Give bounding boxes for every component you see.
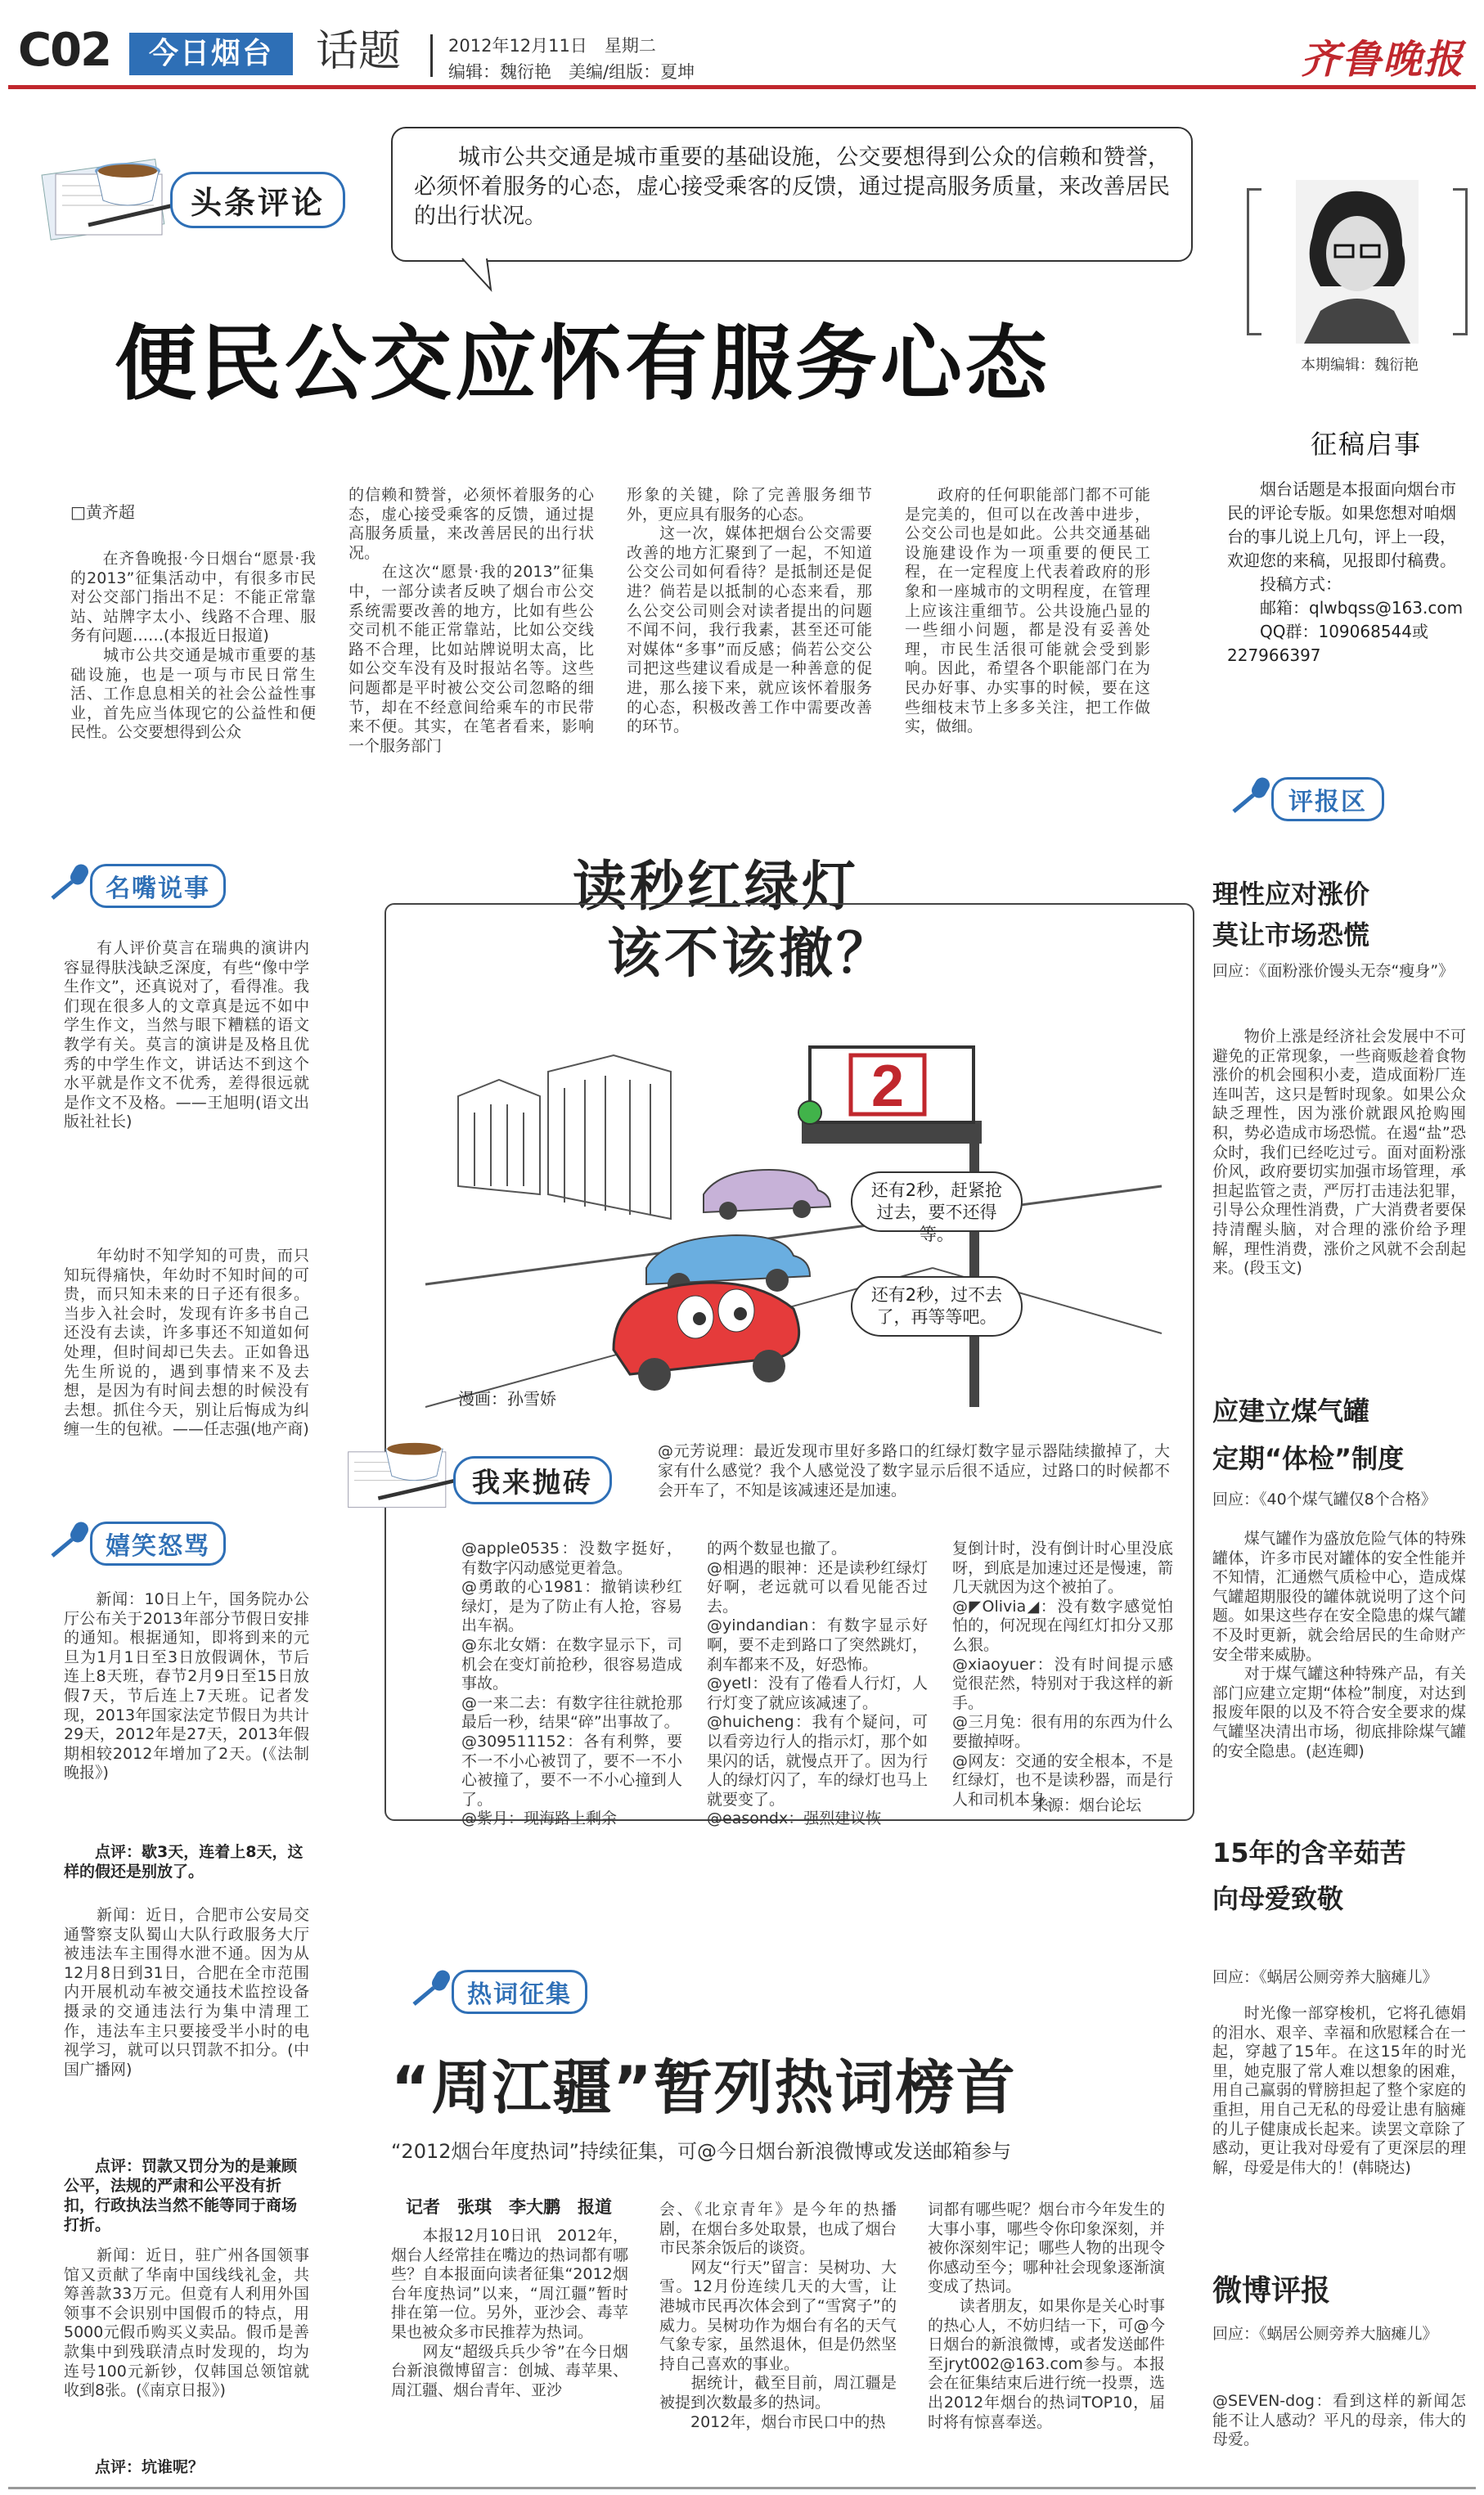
hotword-deck: “2012烟台年度热词”持续征集，可@今日烟台新浪微博或发送邮箱参与 — [391, 2140, 1011, 2163]
pingbao-a3-body: 时光像一部穿梭机，它将孔德娟的泪水、艰辛、幸福和欣慰糅合在一起，穿越了15年。在这15年的时光里，她克服了常人难以想象的困难，用自己赢弱的臂膀担起了整个家庭的重担，用自己无私的母爱让患有脑瘫的儿子健康成长起来。读罢文章除了感动，更让我对母爱有了更深层的理解，母爱是伟大的！(韩晓达) — [1212, 2004, 1466, 2177]
paozhuan-badge — [331, 1423, 658, 1513]
traffic-light-cartoon — [425, 1023, 1162, 1415]
pingbao-a2-ref: 回应：《40个煤气罐仅8个合格》 — [1212, 1490, 1437, 1508]
weibo-body: @SEVEN-dog：看到这样的新闻怎能不让人感动？平凡的母亲，伟大的母爱。 — [1212, 2392, 1466, 2449]
bubble-2-text: 还有2秒，过不去了，再等等吧。 — [870, 1285, 1003, 1327]
lead-headline: 便民公交应怀有服务心态 — [115, 316, 1050, 411]
page-number: C02 — [18, 24, 111, 77]
microphone-icon — [47, 861, 97, 901]
xixiao-news-3: 新闻：近日，驻广州各国领事馆又贡献了华南中国线线礼金，共筹善款33万元。但竟有人利用外国领事不会识别中国假币的特点，用5000元假币购买义卖品。假币是善款集中到残联清点时发现的，均为连号100元新钞，仅韩国总领馆就收到8张。(《南京日报》) — [64, 2246, 309, 2400]
xixiao-comment-2: 点评：罚款又罚分为的是兼顾公平，法规的严肃和公平没有折扣，行政执法当然不能等同于商场打折。 — [64, 2157, 298, 2234]
editor-label: 本期编辑：魏衍艳 — [1301, 357, 1419, 374]
topic-label: 话题 — [316, 27, 402, 76]
comments-col-3: 复倒计时，没有倒计时心里没底呀，到底是加速过还是慢速，箭几天就因为这个被拍了。 @◤Olivia◢：没有数字感觉怕怕的，何况现在闯红灯扣分又那么狠。 @xiaoyuer：没有时间提示感觉很茫然，特别对于我这样的新手。 @三月兔：很有用的东西为什么要撤掉呀。 @网友：交通的安全根本，不是红绿灯，也不是读秒器，而是行人和司机本身。 — [952, 1540, 1173, 1809]
hotword-label: 热词征集 — [452, 1970, 587, 2014]
lead-col-3: 形象的关键，除了完善服务细节外，更应具有服务的心态。 这一次，媒体把烟台公交需要改善的地方汇聚到了一起，不知道公交公司如何看待？是抵制还是促进？倘若是以抵制的心态来看，那么公交公司则会对读者提出的问题不闻不问，我行我素，甚至还可能对媒体“多事”而反感；倘若公交公司把这些建议看成是一种善意的促进，那么接下来，就应该怀着服务的心态，积极改善工作中需要改善的环节。 — [627, 486, 872, 736]
cartoon-caption: 漫画：孙雪娇 — [458, 1389, 556, 1409]
paozhuan-label: 我来抛砖 — [453, 1456, 612, 1504]
pingbao-a1-body: 物价上涨是经济社会发展中不可避免的正常现象，一些商贩趁着食物涨价的机会囤积小麦，造成面粉厂连连叫苦，这只是暂时现象。如果公众缺乏理性，因为涨价就跟风抢购囤积，势必造成市场恐慌。在遏“盐”恐众时，我们已经吃过亏。面对面粉涨价风，政府要切实加强市场管理，承担起监管之责，严厉打击违法犯罪，引导公众理性消费，广大消费者要保持清醒头脑，对合理的涨价给予理解，理性消费，涨价之风就不会刮起来。(段玉文) — [1212, 1027, 1466, 1278]
divider — [430, 34, 433, 77]
masthead — [0, 0, 1484, 90]
lead-col-4: 政府的任何职能部门都不可能是完美的，但可以在改善中进步，公交公司也是如此。公共交通基础设施建设作为一项重要的便民工程，在一定程度上代表着政府的形象和一座城市的文明程度，在管理上应该注重细节。公共设施凸显的一些细小问题，都是没有妥善处理，市民生活很可能就会受到影响。因此，希望各个职能部门在为民办好事、办实事的时候，要在这些细枝末节上多多关注，把工作做实，做细。 — [905, 486, 1150, 736]
feature-title-1: 读秒红绿灯 — [573, 855, 859, 918]
xixiao-news-2: 新闻：近日，合肥市公安局交通警察支队蜀山大队行政服务大厅被违法车主围得水泄不通。因为从12月8日到31日，合肥在全市范围内开展机动车被交通技术监控设备摄录的交通违法行为集中清理工作，违法车主只要接受半小时的电视学习，就可以只罚款不扣分。(中国广播网) — [64, 1906, 309, 2079]
editor-portrait — [1296, 180, 1419, 344]
headline-review-badge — [39, 143, 350, 241]
pingbao-a3-ref: 回应：《蜗居公厕旁养大脑瘫儿》 — [1212, 1968, 1438, 1986]
feature-intro: @元芳说理：最近发现市里好多路口的红绿灯数字显示器陆续撤掉了，大家有什么感觉？我个人感觉没了数字显示后很不适应，过路口的时候都不会开车了，不知是该减速还是加速。 — [658, 1442, 1170, 1499]
badge-label: 头条评论 — [170, 172, 345, 228]
speech-bubble-2 — [851, 1276, 1023, 1337]
lead-summary: 城市公共交通是城市重要的基础设施，公交要想得到公众的信赖和赞誉，必须怀着服务的心态，虚心接受乘客的反馈，通过提高服务质量，来改善居民的出行状况。 — [414, 145, 1170, 229]
microphone-icon — [47, 1518, 97, 1559]
hotword-byline: 记者 张琪 李大鹏 报道 — [406, 2197, 612, 2217]
hotword-col-2: 会、《北京青年》是今年的热播剧，在烟台多处取景，也成了烟台市民茶余饭后的谈资。 网友“行天”留言：吴树功、大雪。12月份连续几天的大雪，让港城市民再次体会到了“雪窝子”的威力。吴树功作为烟台有名的天气气象专家，虽然退休，但是仍然坚持自己喜欢的事业。 据统计，截至目前，周江疆是被提到次数最多的热词。 2012年，烟台市民口中的热 — [659, 2201, 897, 2431]
call-body: 烟台话题是本报面向烟台市民的评论专版。如果您想对咱烟台的事儿说上几句，评上一段，欢迎您的来稿，见报即付稿费。 投稿方式： 邮箱：qlwbqss@163.com QQ群：109068544或227966397 — [1227, 479, 1464, 665]
comments-col-1: @apple0535：没数字挺好，有数字闪动感觉更着急。 @勇敢的心1981：撤销读秒红绿灯，是为了防止有人抢，容易出车祸。 @东北女婿：在数字显示下，司机会在变灯前抢秒，很容易造成事故。 @一来二去：有数字往往就抢那最后一秒，结果“碎”出事故了。 @309511152：各有利弊，要不一不小心被罚了，要不一不小心被撞了，要不一不小心撞到人了。 @紫月：现海路上剩余 — [461, 1540, 682, 1828]
pingbao-a3-title-1: 15年的含辛茹苦 — [1212, 1837, 1406, 1868]
speech-bubble-1 — [851, 1171, 1023, 1244]
xixiao-comment-1: 点评：歇3天，连着上8天，这样的假还是别放了。 — [64, 1843, 304, 1881]
lead-summary-box — [391, 127, 1193, 262]
lead-col-1: 在齐鲁晚报·今日烟台“愿景·我的2013”征集活动中，有很多市民对公交部门指出不足：不能正常靠站、站牌字太小、线路不合理、服务有问题……(本报近日报道) 城市公共交通是城市重要的基础设施，也是一项与市民日常生活、工作息息相关的社会公益性事业，首先应当体现它的公益性和便民性。公交要想得到公众 — [70, 550, 316, 742]
mingzui-badge — [47, 857, 260, 906]
call-title: 征稿启事 — [1310, 429, 1422, 460]
mingzui-quote-1: 有人评价莫言在瑞典的演讲内容显得肤浅缺乏深度，有些“像中学生作文”，还真说对了，看得准。我们现在很多人的文章真是远不如中学生作文，当然与眼下糟糕的语文教学有关。莫言的演讲是及格且优秀的中学生作文，讲话达不到这个水平就是作文不优秀，差得很远就是作文不及格。——王旭明(语文出版社社长) — [64, 939, 309, 1131]
microphone-icon — [1229, 774, 1278, 815]
bottom-rule — [8, 2487, 1476, 2489]
editors-line: 编辑：魏衍艳 美编/组版：夏坤 — [448, 62, 695, 82]
feature-title-2: 该不该撤？ — [607, 922, 893, 985]
weibo-title: 微博评报 — [1212, 2274, 1331, 2308]
xixiao-badge — [47, 1515, 260, 1564]
hotword-col-3: 词都有哪些呢？烟台市今年发生的大事小事，哪些令你印象深刻，并被你深刻牢记；哪些人物的出现令你感动至今；哪种社会现象逐渐演变成了热词。 读者朋友，如果你是关心时事的热心人，不妨归结一下，可@今日烟台的新浪微博，或者发送邮件至jryt002@163.com参与。本报会在征集结束后进行统一投票，选出2012年烟台的热词TOP10，届时将有惊喜奉送。 — [928, 2201, 1165, 2431]
pingbao-a1-title-1: 理性应对涨价 — [1212, 879, 1370, 910]
issue-date: 2012年12月11日 星期二 — [448, 36, 656, 56]
pingbao-badge — [1229, 771, 1474, 820]
mingzui-label: 名嘴说事 — [90, 864, 226, 908]
speech-tail — [458, 258, 507, 291]
comments-col-2: 的两个数显也撤了。 @相遇的眼神：还是读秒红绿灯好啊，老远就可以看见能否过去。 @yindandian：有数字显示好啊，要不走到路口了突然跳灯，刹车都来不及，好恐怖。 @yetl：没有了倦看人行灯，人行灯变了就应该减速了。 @huicheng：我有个疑问，可以看旁边行人的指示灯，那个如果闪的话，就慢点开了。因为行人的绿灯闪了，车的绿灯也马上就要变了。 @easondx：强烈建议恢 — [707, 1540, 928, 1828]
pingbao-a1-ref: 回应：《面粉涨价馒头无奈“瘦身”》 — [1212, 962, 1455, 980]
xixiao-label: 嬉笑怒骂 — [90, 1522, 226, 1566]
hotword-col-1: 本报12月10日讯 2012年，烟台人经常挂在嘴边的热词都有哪些？自本报面向读者征集“2012烟台年度热词”以来，“周江疆”暂时排在第一位。另外，亚沙会、毒苹果也被众多市民推荐为热词。 网友“超级兵兵少爷”在今日烟台新浪微博留言：创城、毒苹果、周江疆、烟台青年、亚沙 — [391, 2227, 628, 2399]
masthead-rule — [8, 85, 1476, 89]
hotword-badge — [409, 1963, 622, 2012]
mingzui-quote-2: 年幼时不知学知的可贵，而只知玩得痛快，年幼时不知时间的可贵，而只知未来的日子还有很多。当步入社会时，发现有许多书自己还没有去读，许多事还不知道如何处理，但时间却已失去。正如鲁迅先生所说的，遇到事情来不及去想，是因为有时间去想的时候没有去想。抓住今天，别让后悔成为纠缠一生的包袱。——任志强(地产商) — [64, 1247, 309, 1439]
bubble-1-text: 还有2秒，赶紧抢过去，要不还得等。 — [870, 1180, 1003, 1244]
xixiao-comment-3: 点评：坑谁呢？ — [64, 2458, 205, 2476]
pingbao-a3-title-2: 向母爱致敬 — [1212, 1883, 1344, 1914]
countdown-digit: 2 — [870, 1054, 905, 1119]
section-label: 今日烟台 — [129, 33, 293, 75]
pingbao-a1-title-2: 莫让市场恐慌 — [1212, 919, 1370, 951]
pingbao-a2-title-1: 应建立煤气罐 — [1212, 1396, 1370, 1427]
pingbao-label: 评报区 — [1271, 777, 1384, 821]
pingbao-a2-title-2: 定期“体检”制度 — [1212, 1443, 1405, 1474]
pingbao-a2-body: 煤气罐作为盛放危险气体的特殊罐体，许多市民对罐体的安全性能并不知情，汇通燃气质检中心，造成煤气罐超期服役的罐体就说明了这个问题。如果这些存在安全隐患的煤气罐不及时更新，就会给居民的生命财产安全带来威胁。 对于煤气罐这种特殊产品，有关部门应建立定期“体检”制度，对达到报废年限的以及不符合安全要求的煤气罐坚决清出市场，彻底排除煤气罐的安全隐患。(赵连卿) — [1212, 1530, 1466, 1760]
hotword-headline: “周江疆”暂列热词榜首 — [391, 2053, 1017, 2122]
lead-col-2: 的信赖和赞誉，必须怀着服务的心态，虚心接受乘客的反馈，通过提高服务质量，来改善居民的出行状况。 在这次“愿景·我的2013”征集中，一部分读者反映了烟台市公交系统需要改善的地方，比如有些公交司机不能正常靠站，比如公交线路不合理，比如站牌说明太高，比如公交车没有及时报站名等。这些问题都是平时被公交公司忽略的细节，却在不经意间给乘车的市民带来不便。其实，在笔者看来，影响一个服务部门 — [349, 486, 594, 755]
lead-author: □黄齐超 — [70, 502, 135, 522]
microphone-icon — [409, 1967, 458, 2007]
comments-source: 来源：烟台论坛 — [1032, 1796, 1142, 1814]
weibo-ref: 回应：《蜗居公厕旁养大脑瘫儿》 — [1212, 2325, 1438, 2343]
editor-portrait-frame — [1247, 180, 1468, 344]
xixiao-news-1: 新闻：10日上午，国务院办公厅公布关于2013年部分节假日安排的通知。根据通知，即将到来的元旦为1月1日至3日放假调休，节后连上8天班，春节2月9日至15日放假7天，节后连上7天班。记者发现，2013年国家法定节假日为共计29天，2012年是27天，2013年假期相较2012年增加了2天。(《法制晚报》) — [64, 1590, 309, 1782]
paper-logo: 齐鲁晚报 — [1301, 37, 1465, 83]
